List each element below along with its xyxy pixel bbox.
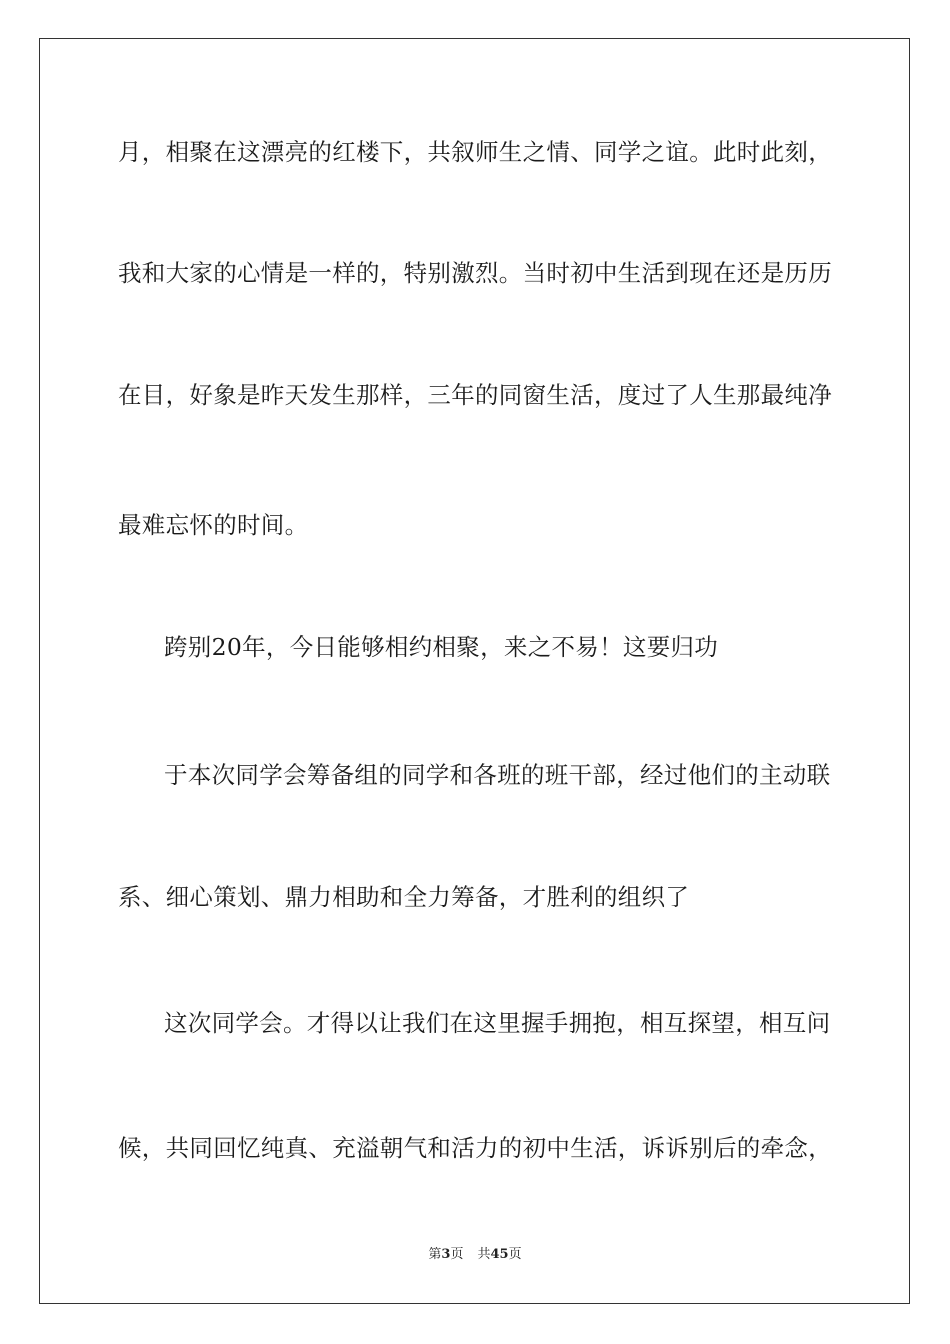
page-suffix: 页 — [450, 1247, 464, 1262]
page-number: 3 — [441, 1247, 451, 1262]
text-line-1: 月，相聚在这漂亮的红楼下，共叙师生之情、同学之谊。此时此刻， — [118, 138, 832, 166]
page-border — [39, 38, 910, 1304]
text-line-2: 我和大家的心情是一样的，特别激烈。当时初中生活到现在还是历历 — [118, 259, 832, 287]
paragraph-line-3: 系、细心策划、鼎力相助和全力筹备，才胜利的组织了 — [118, 883, 690, 911]
page-footer — [0, 1246, 950, 1264]
text-line-4: 最难忘怀的时间。 — [118, 511, 309, 539]
total-suffix: 页 — [508, 1247, 522, 1262]
paragraph-line-5: 候，共同回忆纯真、充溢朝气和活力的初中生活，诉诉别后的牵念， — [118, 1134, 832, 1162]
paragraph-line-4: 这次同学会。才得以让我们在这里握手拥抱，相互探望，相互问 — [164, 1009, 831, 1037]
paragraph-line-2: 于本次同学会筹备组的同学和各班的班干部，经过他们的主动联 — [164, 761, 831, 789]
total-pages: 45 — [490, 1247, 509, 1262]
text-line-3: 在目，好象是昨天发生那样，三年的同窗生活，度过了人生那最纯净 — [118, 381, 832, 409]
paragraph-line-1: 跨别20年，今日能够相约相聚，来之不易！这要归功 — [164, 633, 719, 661]
total-prefix: 共 — [477, 1247, 491, 1262]
page-prefix: 第 — [428, 1247, 442, 1262]
